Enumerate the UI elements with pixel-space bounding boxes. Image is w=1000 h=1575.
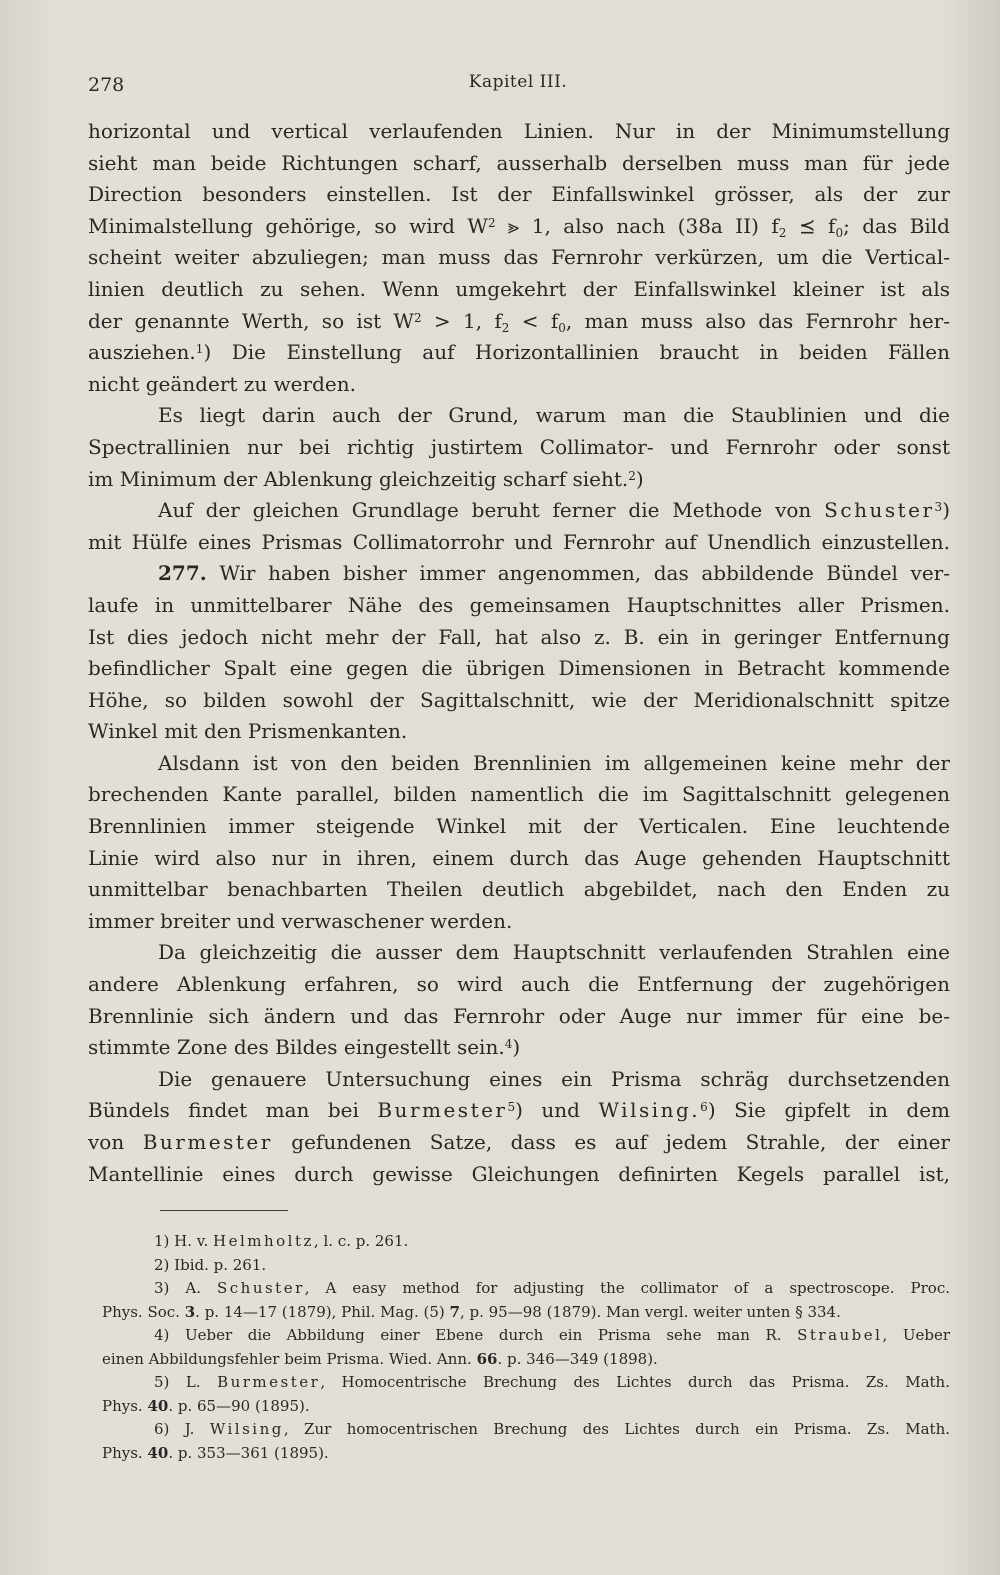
text-run: ) und bbox=[515, 1098, 599, 1123]
page-header bbox=[88, 74, 948, 104]
volume: 40 bbox=[147, 1443, 169, 1462]
text-line: Da gleichzeitig die ausser dem Hauptschnitt verlaufenden Strahlen eine bbox=[158, 940, 950, 965]
subscript: 2 bbox=[501, 320, 510, 335]
text-line bbox=[88, 464, 950, 496]
author-name: Helmholtz bbox=[213, 1232, 314, 1250]
text-run: ausziehen. bbox=[88, 340, 196, 365]
text-run: gefundenen Satze, dass es auf jedem Strahle, der einer bbox=[272, 1130, 950, 1154]
author-name: Burmester bbox=[217, 1373, 321, 1391]
text-line: horizontal und vertical verlaufenden Linien. Nur in der Minimumstellung bbox=[88, 119, 950, 143]
text-line: Ist dies jedoch nicht mehr der Fall, hat also z. B. ein in geringer Entfernung bbox=[88, 624, 950, 649]
text-run: . p. 65—90 (1895). bbox=[168, 1396, 310, 1415]
author-name: Straubel bbox=[797, 1326, 883, 1344]
text-line: Brennlinie sich ändern und das Fernrohr oder Auge nur immer für eine be- bbox=[88, 1003, 950, 1028]
text-run: der genannte Werth, so ist W bbox=[88, 308, 414, 333]
footnote-ref[interactable]: 3 bbox=[934, 500, 943, 515]
text-line bbox=[88, 558, 950, 590]
author-name: Wilsing bbox=[209, 1420, 284, 1438]
text-run: Phys. bbox=[102, 1396, 148, 1415]
text-run: , Zur homocentrischen Brechung des Lichtes durch ein Prisma. Zs. Math. bbox=[283, 1420, 950, 1438]
text-line: Winkel mit den Prismenkanten. bbox=[88, 719, 408, 744]
text-line: Mantellinie eines durch gewisse Gleichungen definirten Kegels parallel ist, bbox=[88, 1161, 950, 1186]
text-run: > 1, f bbox=[421, 308, 502, 333]
text-line: Spectrallinien nur bei richtig justirtem Collimator- und Fernrohr oder sonst bbox=[88, 434, 950, 459]
text-line: mit Hülfe eines Prismas Collimatorrohr und Fernrohr auf Unendlich einzustellen. bbox=[88, 529, 950, 554]
text-run: stimmte Zone des Bildes eingestellt sein. bbox=[88, 1035, 505, 1060]
footnote-ref[interactable]: 4 bbox=[504, 1037, 513, 1052]
footnote bbox=[102, 1277, 950, 1301]
text-run: , Homocentrische Brechung des Lichtes durch das Prisma. Zs. Math. bbox=[320, 1373, 950, 1391]
text-run: ⪯ f bbox=[786, 213, 836, 238]
text-line bbox=[88, 1032, 950, 1064]
text-line: Alsdann ist von den beiden Brennlinien im allgemeinen keine mehr der bbox=[158, 750, 950, 775]
text-line bbox=[88, 495, 950, 527]
text-run: einen Abbildungsfehler beim Prisma. Wied. Ann. bbox=[102, 1349, 477, 1368]
text-line: linien deutlich zu sehen. Wenn umgekehrt der Einfallswinkel kleiner ist als bbox=[88, 276, 950, 301]
superscript: 2 bbox=[413, 310, 422, 325]
text-line bbox=[88, 211, 950, 243]
text-run: ⪢ 1, also nach (38a II) f bbox=[495, 213, 779, 238]
text-run: von bbox=[88, 1130, 143, 1154]
text-line: sieht man beide Richtungen scharf, ausserhalb derselben muss man für jede bbox=[88, 150, 950, 175]
text-run: , Ueber bbox=[882, 1326, 950, 1344]
text-line: befindlicher Spalt eine gegen die übrigen Dimensionen in Betracht kommende bbox=[88, 656, 950, 681]
running-head: Kapitel III. bbox=[468, 72, 568, 92]
text-line: unmittelbar benachbarten Theilen deutlich abgebildet, nach den Enden zu bbox=[88, 877, 950, 902]
text-run: ) bbox=[942, 498, 950, 523]
text-line bbox=[88, 1127, 950, 1159]
text-line: laufe in unmittelbarer Nähe des gemeinsamen Hauptschnittes aller Prismen. bbox=[88, 592, 950, 617]
text-run: Phys. Soc. bbox=[102, 1302, 185, 1321]
text-run: 5) L. bbox=[154, 1373, 218, 1391]
volume: 66 bbox=[476, 1349, 498, 1368]
text-line: Höhe, so bilden sowohl der Sagittalschnitt, wie der Meridionalschnitt spitze bbox=[88, 687, 950, 712]
text-run: Wir haben bisher immer angenommen, das abbildende Bündel ver- bbox=[206, 561, 950, 586]
text-line: Linie wird also nur in ihren, einem durch das Auge gehenden Hauptschnitt bbox=[88, 845, 950, 870]
text-run: ) bbox=[512, 1035, 521, 1060]
text-line: brechenden Kante parallel, bilden namentlich die im Sagittalschnitt gelegenen bbox=[88, 782, 950, 807]
text-run: 6) J. bbox=[154, 1420, 210, 1438]
author-name: Schuster bbox=[216, 1279, 305, 1297]
text-line: andere Ablenkung erfahren, so wird auch die Entfernung der zugehörigen bbox=[88, 972, 950, 997]
text-run: Minimalstellung gehörige, so wird W bbox=[88, 213, 488, 238]
body-text bbox=[88, 116, 950, 1190]
text-line bbox=[88, 1095, 950, 1127]
text-line: Direction besonders einstellen. Ist der Einfallswinkel grösser, als der zur bbox=[88, 182, 950, 207]
text-run: , A easy method for adjusting the collimator of a spectroscope. Proc. bbox=[304, 1279, 950, 1297]
text-line: Es liegt darin auch der Grund, warum man die Staublinien und die bbox=[158, 403, 950, 428]
text-run: Phys. bbox=[102, 1443, 148, 1462]
text-run: 3) A. bbox=[154, 1279, 217, 1297]
footnote: 2) Ibid. p. 261. bbox=[154, 1255, 267, 1274]
text-run: . p. 14—17 (1879), Phil. Mag. (5) bbox=[195, 1302, 450, 1321]
subscript: 2 bbox=[778, 225, 787, 240]
text-line bbox=[88, 337, 950, 369]
section-number: 277. bbox=[158, 561, 207, 586]
footnote-cont bbox=[102, 1395, 950, 1419]
volume: 3 bbox=[184, 1302, 196, 1321]
author-name: Burmester bbox=[142, 1130, 273, 1154]
text-run: 1) H. v. bbox=[154, 1232, 214, 1250]
text-line bbox=[88, 306, 950, 338]
footnote-ref[interactable]: 2 bbox=[628, 468, 636, 483]
text-run: . p. 353—361 (1895). bbox=[168, 1443, 329, 1462]
footnote bbox=[102, 1418, 950, 1442]
footnote-cont bbox=[102, 1442, 950, 1466]
superscript: 2 bbox=[487, 215, 496, 230]
author-name: Burmester bbox=[377, 1098, 508, 1123]
footnote-ref[interactable]: 5 bbox=[507, 1100, 516, 1115]
volume: 7 bbox=[449, 1302, 460, 1321]
text-line: Die genauere Untersuchung eines ein Prisma schräg durchsetzenden bbox=[158, 1066, 950, 1091]
text-run: im Minimum der Ablenkung gleichzeitig scharf sieht. bbox=[88, 466, 629, 491]
volume: 40 bbox=[147, 1396, 169, 1415]
footnote bbox=[102, 1324, 950, 1348]
text-run: < f bbox=[509, 308, 559, 333]
footnotes bbox=[102, 1230, 950, 1465]
text-run: , l. c. p. 261. bbox=[313, 1232, 409, 1250]
text-run: Bündels findet man bei bbox=[88, 1098, 378, 1123]
subscript: 0 bbox=[835, 225, 844, 240]
text-run: ) Die Einstellung auf Horizontallinien braucht in beiden Fällen bbox=[203, 340, 950, 365]
footnote bbox=[102, 1230, 950, 1254]
text-line: scheint weiter abzuliegen; man muss das Fernrohr verkürzen, um die Vertical- bbox=[88, 245, 950, 270]
footnote-ref[interactable]: 6 bbox=[700, 1100, 708, 1115]
text-line: immer breiter und verwaschener werden. bbox=[88, 908, 513, 933]
text-run: . p. 346—349 (1898). bbox=[497, 1349, 658, 1368]
text-run: 4) Ueber die Abbildung einer Ebene durch ein Prisma sehe man R. bbox=[154, 1326, 798, 1344]
footnote-ref[interactable]: 1 bbox=[195, 342, 204, 357]
subscript: 0 bbox=[558, 320, 566, 335]
text-run: ) Sie gipfelt in dem bbox=[707, 1098, 950, 1123]
author-name: Wilsing. bbox=[598, 1098, 701, 1123]
text-line: nicht geändert zu werden. bbox=[88, 371, 356, 396]
page-number: 278 bbox=[88, 74, 125, 96]
text-run: ) bbox=[635, 466, 644, 491]
footnote-cont bbox=[102, 1301, 950, 1325]
text-run: , man muss also das Fernrohr her- bbox=[565, 308, 950, 333]
footnote-cont bbox=[102, 1348, 950, 1372]
footnote bbox=[102, 1371, 950, 1395]
text-run: ; das Bild bbox=[843, 213, 950, 238]
author-name: Schuster bbox=[824, 498, 935, 523]
text-line: Brennlinien immer steigende Winkel mit der Verticalen. Eine leuchtende bbox=[88, 814, 950, 839]
text-run: Auf der gleichen Grundlage beruht ferner die Methode von bbox=[158, 498, 825, 523]
text-run: , p. 95—98 (1879). Man vergl. weiter unten § 334. bbox=[459, 1302, 841, 1321]
footnote-divider bbox=[160, 1210, 288, 1211]
